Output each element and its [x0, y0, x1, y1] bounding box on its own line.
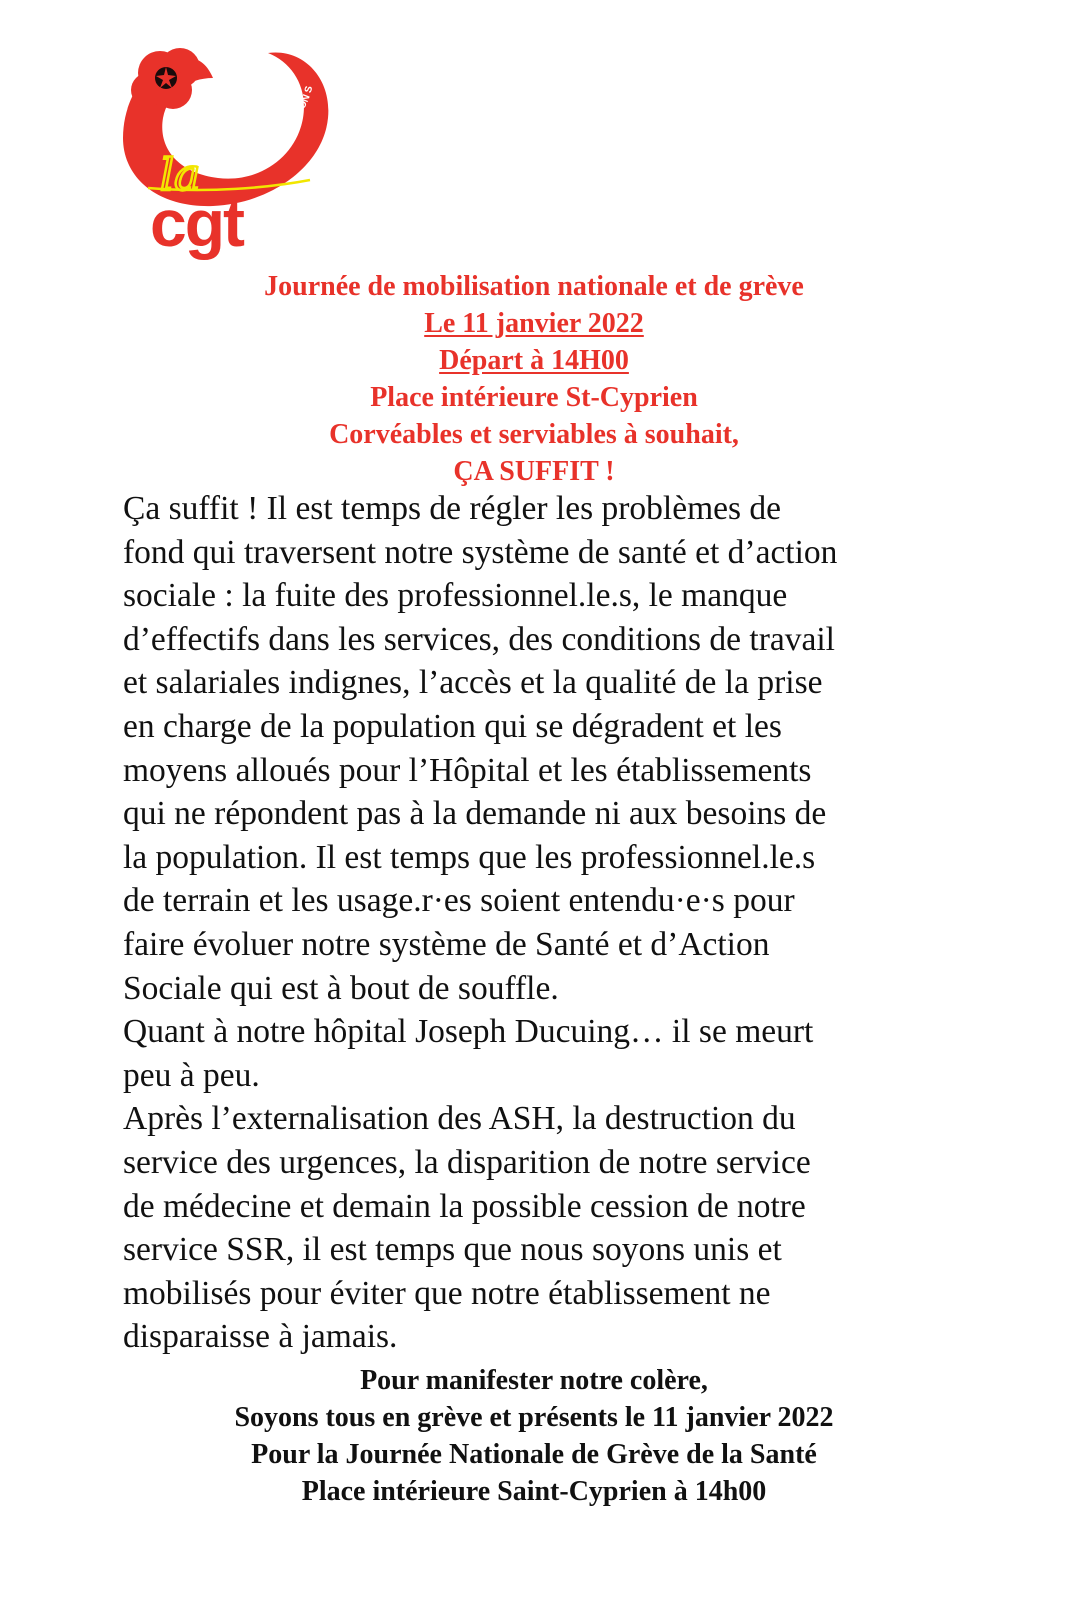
- body-line: en charge de la population qui se dégradent et les: [123, 707, 782, 745]
- body-line: fond qui traversent notre système de santé et d’action: [123, 533, 838, 571]
- poppy-flower-icon: [131, 48, 200, 109]
- body-line: mobilisés pour éviter que notre établissement ne: [123, 1274, 771, 1312]
- headline-departure: Départ à 14H00: [439, 345, 629, 376]
- body-line: service SSR, il est temps que nous soyons unis et: [123, 1231, 782, 1269]
- body-line: d’effectifs dans les services, des conditions de travail: [123, 620, 835, 658]
- headline-block: [0, 268, 1068, 490]
- body-line: Sociale qui est à bout de souffle.: [123, 969, 559, 1007]
- body-line: Après l’externalisation des ASH, la destruction du: [123, 1100, 796, 1138]
- body-line: la population. Il est temps que les professionnel.le.s: [123, 838, 816, 876]
- body-line: qui ne répondent pas à la demande ni aux besoins de: [123, 795, 827, 833]
- logo-script-text: la: [160, 150, 201, 201]
- headline-place: Place intérieure St-Cyprien: [370, 382, 698, 413]
- closing-line-place: Place intérieure Saint-Cyprien à 14h00: [301, 1476, 767, 1507]
- body-line: et salariales indignes, l’accès et la qualité de la prise: [123, 664, 823, 702]
- body-line: sociale : la fuite des professionnel.le.s, le manque: [123, 577, 788, 615]
- body-line: peu à peu.: [123, 1056, 260, 1094]
- body-line: faire évoluer notre système de Santé et d’Action: [123, 925, 770, 963]
- headline-date: Le 11 janvier 2022: [424, 308, 644, 339]
- body-paragraphs: [123, 487, 923, 1359]
- closing-line-strike: Soyons tous en grève et présents le 11 janvier 2022: [234, 1402, 834, 1433]
- cgt-logo: [118, 38, 343, 268]
- cgt-logo-graphic: [118, 38, 343, 268]
- body-line: moyens alloués pour l’Hôpital et les établissements: [123, 751, 812, 789]
- closing-block: [0, 1362, 1068, 1510]
- body-line: Quant à notre hôpital Joseph Ducuing… il se meurt: [123, 1013, 814, 1051]
- body-line: de terrain et les usage.r·es soient entendu·e·s pour: [123, 882, 795, 920]
- logo-brand-text: cgt: [150, 186, 243, 260]
- logo-arc-text: SANTÉ ET ACTION S: [242, 84, 316, 159]
- headline-title: Journée de mobilisation nationale et de grève: [264, 271, 804, 302]
- body-line: service des urgences, la disparition de notre service: [123, 1143, 811, 1181]
- closing-line-day: Pour la Journée Nationale de Grève de la Santé: [251, 1439, 817, 1470]
- closing-line-anger: Pour manifester notre colère,: [360, 1365, 708, 1396]
- body-line: Ça suffit ! Il est temps de régler les problèmes de: [123, 490, 782, 527]
- body-line: disparaisse à jamais.: [123, 1318, 398, 1356]
- headline-slogan: Corvéables et serviables à souhait,: [329, 419, 739, 450]
- body-line: de médecine et demain la possible cession de notre: [123, 1187, 806, 1225]
- headline-shout: ÇA SUFFIT !: [453, 456, 615, 487]
